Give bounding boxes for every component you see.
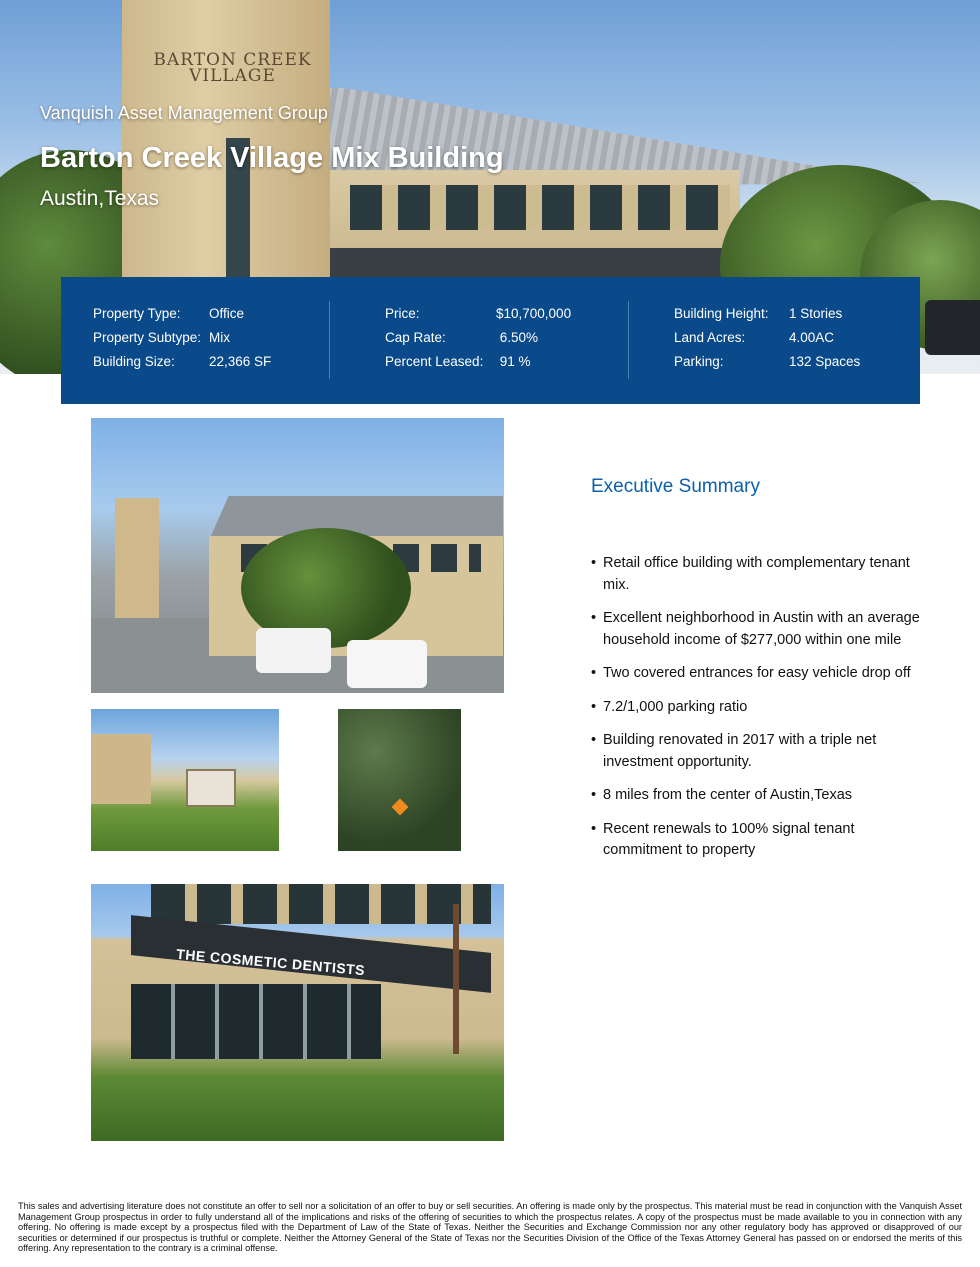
- info-label: Building Height:: [674, 306, 769, 321]
- building-aerial-photo: [91, 418, 504, 693]
- info-label: Parking:: [674, 354, 724, 369]
- info-row-land-acres: [674, 330, 914, 354]
- truck-image: [925, 300, 980, 355]
- legal-disclaimer: This sales and advertising literature does not constitute an offer to sell nor a solicitation of an offer to buy or sell securities. An offering is made only by the prospectus. This material must be read in conjunction with the Vanquish Asset Management Group prospectus in order to fully understand all of the implications and risks of the offering of securities to which the prospectus relates. A copy of the prospectus must be made available to you in connection with any offering. No offering is made except by a prospectus filed with the Department of Law of the State of Texas. Neither the Securities and Exchange Commission nor any other regulatory body has approved or disapproved of our securities or determined if our prospectus is truthful or complete. Neither the Attorney General of the State of Texas nor the Securities Division of the Office of the Texas Attorney General has passed on or endorsed the merits of this offering. Any representation to the contrary is a criminal offense.: [18, 1201, 962, 1254]
- info-label: Property Type:: [93, 306, 181, 321]
- list-item: • Retail office building with complementary tenant mix.: [591, 553, 921, 596]
- info-divider: [628, 301, 629, 379]
- info-value: Mix: [209, 330, 230, 345]
- info-row-property-type: [93, 306, 333, 330]
- info-value: 22,366 SF: [209, 354, 272, 369]
- monument-sign-photo: [91, 709, 279, 851]
- info-row-cap-rate: [385, 330, 625, 354]
- list-item: • 7.2/1,000 parking ratio: [591, 697, 921, 719]
- info-row-parking: [674, 354, 914, 378]
- info-row-building-height: [674, 306, 914, 330]
- storefront-sign: THE COSMETIC DENTISTS: [175, 945, 366, 979]
- building-windows: [151, 884, 491, 924]
- info-label: Building Size:: [93, 354, 175, 369]
- tower-sign: BARTON CREEK VILLAGE: [153, 50, 312, 86]
- info-value: 91 %: [496, 354, 531, 369]
- info-label: Land Acres:: [674, 330, 746, 345]
- summary-heading: Executive Summary: [591, 476, 760, 497]
- building-image: [91, 734, 151, 804]
- info-column-2: [385, 306, 625, 378]
- info-label: Property Subtype:: [93, 330, 202, 345]
- aerial-map-photo: [338, 709, 461, 851]
- storefront-photo: [91, 884, 504, 1141]
- list-item: • Building renovated in 2017 with a triple net investment opportunity.: [591, 730, 921, 773]
- company-name: Vanquish Asset Management Group: [40, 103, 328, 123]
- info-value: Office: [209, 306, 245, 321]
- info-label: Percent Leased:: [385, 354, 484, 369]
- info-column-3: [674, 306, 914, 378]
- info-row-percent-leased: [385, 354, 625, 378]
- info-value: $10,700,000: [496, 306, 572, 321]
- list-item: • Two covered entrances for easy vehicle drop off: [591, 663, 921, 685]
- building-storefront: [330, 248, 750, 278]
- property-title: Barton Creek Village Mix Building: [40, 142, 504, 174]
- info-column-1: [93, 306, 333, 378]
- info-row-building-size: [93, 354, 333, 378]
- list-item: • Recent renewals to 100% signal tenant commitment to property: [591, 819, 921, 862]
- building-roof: [211, 496, 503, 536]
- lamp-pole: [453, 904, 459, 1054]
- monument-sign: [186, 769, 236, 807]
- building-windows: [350, 185, 730, 230]
- storefront-glass: [131, 984, 381, 1059]
- van-image: [256, 628, 331, 673]
- summary-list: [591, 553, 921, 874]
- info-row-property-subtype: [93, 330, 333, 354]
- location-marker-icon: [392, 799, 409, 816]
- list-item: • 8 miles from the center of Austin,Texas: [591, 785, 921, 807]
- property-info-bar: [61, 277, 920, 404]
- info-value: 6.50%: [496, 330, 539, 345]
- list-item: • Excellent neighborhood in Austin with an average household income of $277,000 within one mile: [591, 608, 921, 651]
- van-image: [347, 640, 427, 688]
- info-divider: [329, 301, 330, 379]
- stone-tower: [115, 498, 159, 618]
- info-label: Price:: [385, 306, 420, 321]
- info-value: 4.00AC: [789, 330, 835, 345]
- property-location: Austin,Texas: [40, 187, 160, 210]
- info-value: 132 Spaces: [789, 354, 861, 369]
- info-row-price: [385, 306, 625, 330]
- info-label: Cap Rate:: [385, 330, 446, 345]
- info-value: 1 Stories: [789, 306, 843, 321]
